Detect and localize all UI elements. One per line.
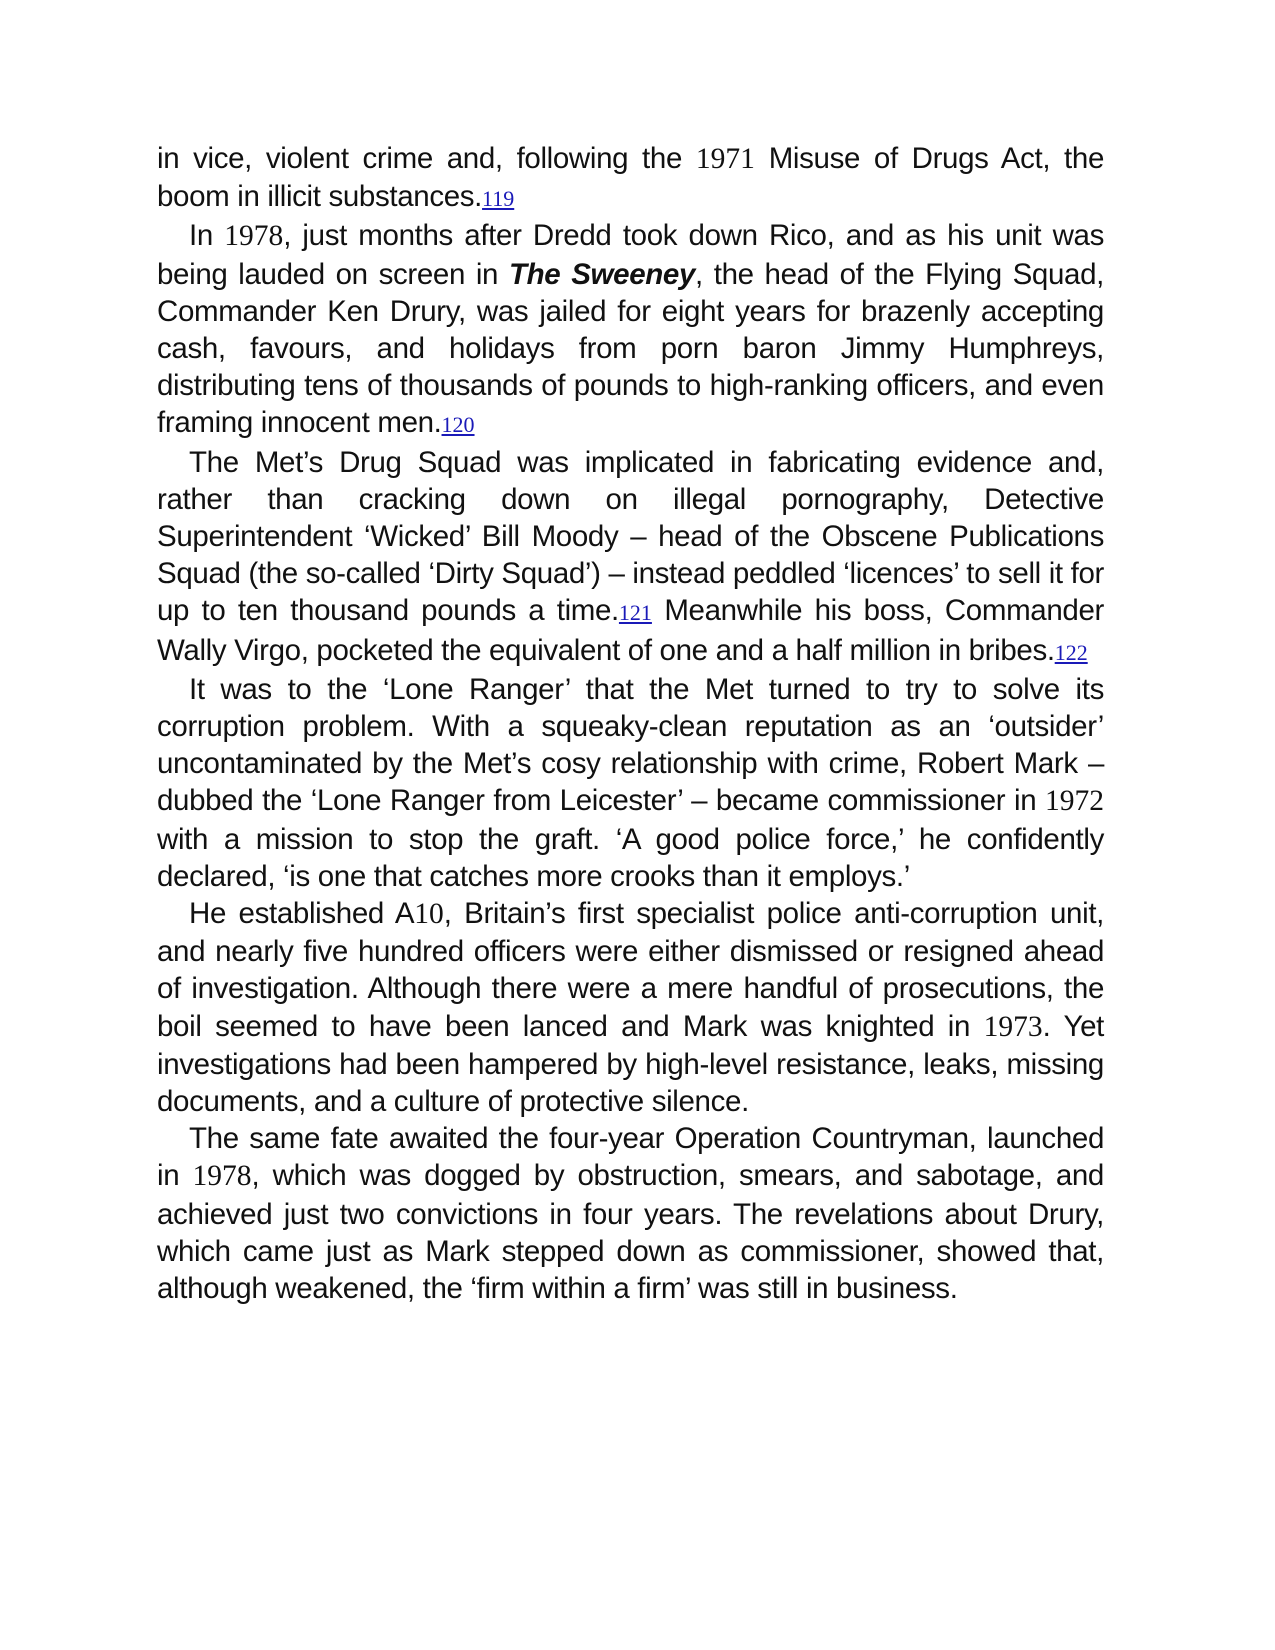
year: 1972 xyxy=(1045,785,1104,818)
paragraph-5 xyxy=(157,895,1104,1120)
footnote-link-120[interactable]: 120 xyxy=(441,412,475,438)
text: with a mission to stop the graft. ‘A good police force,’ he confidently declared, ‘is one that catches more crooks than it employs.’ xyxy=(157,822,1104,893)
page-body xyxy=(157,140,1104,1307)
year: 1978 xyxy=(192,1160,252,1193)
text: , just months after Dredd took down Rico, and as his unit was being lauded on screen in xyxy=(157,219,1105,291)
text: , which was dogged by obstruction, smears, and sabotage, and achieved just two convictions in four years. The revelations about Drury, which came just as Mark stepped down as commissioner, showed that, although weakened, the ‘firm within a firm’ was still in business. xyxy=(157,1159,1104,1306)
paragraph-6 xyxy=(157,1120,1104,1307)
text: . Yet investigations had been hampered by high-level resistance, leaks, missing documents, and a culture of protective silence. xyxy=(157,1009,1104,1119)
footnote-link-122[interactable]: 122 xyxy=(1054,639,1088,665)
text: , the head of the Flying Squad, Commander Ken Drury, was jailed for eight years for brazenly accepting cash, favours, and holidays from porn baron Jimmy Humphreys, distributing tens of thousands of pounds to high-ranking officers, and even framing innocent men. xyxy=(157,257,1104,440)
footnote-link-121[interactable]: 121 xyxy=(618,600,652,626)
text: in vice, violent crime and, following the xyxy=(157,142,696,175)
year: 1973 xyxy=(983,1010,1043,1043)
number: 10 xyxy=(414,898,444,931)
year: 1978 xyxy=(224,220,284,253)
paragraph-4 xyxy=(157,671,1104,895)
text: The Met’s Drug Squad was implicated in fabricating evidence and, rather than cracking down on illegal pornography, Detective Superintendent ‘Wicked’ Bill Moody – head of the Obscene Publications Squad (the so-called ‘Dirty Squad’) – instead peddled ‘licences’ to sell it for up to ten thousand pounds a time. xyxy=(157,445,1104,628)
text: Misuse of Drugs Act, the boom in illicit substances. xyxy=(157,142,1104,214)
text: The same fate awaited the four-year Operation Countryman, launched in xyxy=(157,1122,1104,1193)
text: He established A xyxy=(189,897,415,931)
text: It was to the ‘Lone Ranger’ that the Met turned to try to solve its corruption problem. With a squeaky-clean reputation as an ‘outsider’ uncontaminated by the Met’s cosy relationship with crime, Robert Mark – dubbed the ‘Lone Ranger from Leicester’ – became commissioner in xyxy=(157,672,1104,818)
text: In xyxy=(189,219,225,253)
footnote-link-119[interactable]: 119 xyxy=(482,186,515,212)
paragraph-3 xyxy=(157,444,1104,671)
text: , Britain’s first specialist police anti-corruption unit, and nearly five hundred officers were either dismissed or resigned ahead of investigation. Although there were a mere handful of prosecutions, the boil seemed to have been lanced and Mark was knighted in xyxy=(157,897,1105,1043)
show-title: The Sweeney xyxy=(508,257,696,291)
text: Meanwhile his boss, Commander Wally Virgo, pocketed the equivalent of one and a half million in bribes. xyxy=(157,594,1104,667)
paragraph-1 xyxy=(157,140,1104,217)
paragraph-2 xyxy=(157,217,1104,443)
year: 1971 xyxy=(695,143,755,175)
